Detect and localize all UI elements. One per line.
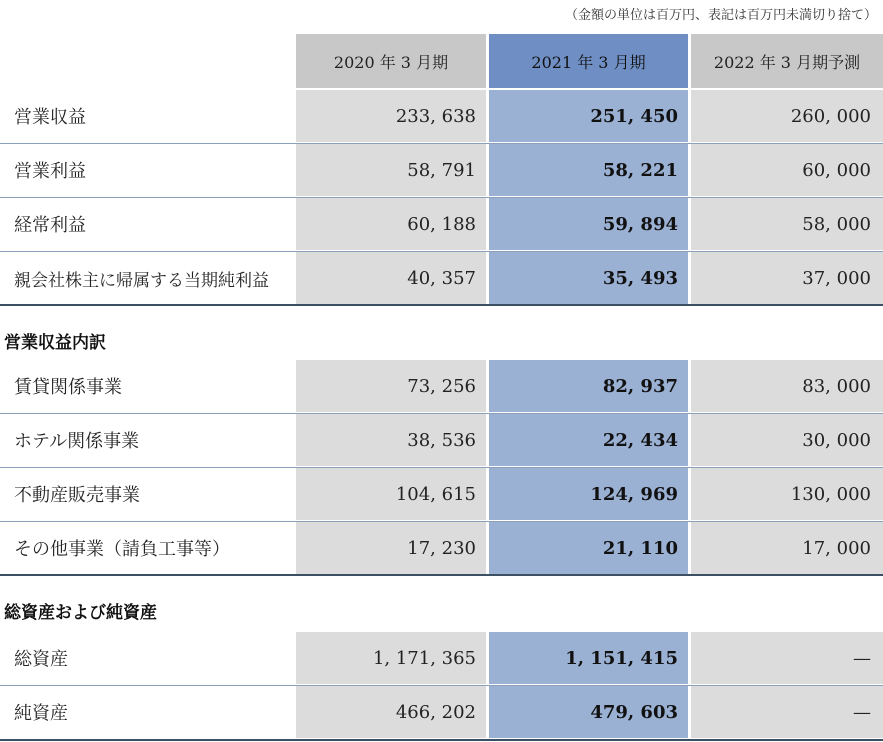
table-row — [0, 632, 883, 684]
value-fy2020: 38, 536 — [296, 414, 486, 466]
header-fy2020: 2020 年 3 月期 — [296, 34, 486, 88]
value-fy2022: — — [691, 686, 883, 738]
row-label: その他事業（請負工事等） — [14, 539, 230, 560]
table-header — [0, 34, 883, 88]
table-row — [0, 198, 883, 250]
value-fy2020: 1, 171, 365 — [296, 632, 486, 684]
table-row — [0, 522, 883, 574]
value-fy2022: 17, 000 — [691, 522, 883, 574]
row-label: 総資産 — [14, 649, 68, 670]
table-row — [0, 360, 883, 412]
row-label: 親会社株主に帰属する当期純利益 — [14, 270, 269, 291]
row-label: 不動産販売事業 — [14, 485, 140, 506]
row-label: 営業収益 — [14, 107, 86, 128]
row-label: 純資産 — [14, 703, 68, 724]
section-divider — [0, 304, 883, 306]
section-divider — [0, 574, 883, 576]
value-fy2020: 17, 230 — [296, 522, 486, 574]
value-fy2021: 22, 434 — [489, 414, 688, 466]
header-fy2021: 2021 年 3 月期 — [489, 34, 688, 88]
row-label: 賃貸関係事業 — [14, 377, 122, 398]
value-fy2022: 30, 000 — [691, 414, 883, 466]
value-fy2021: 479, 603 — [489, 686, 688, 738]
table-row — [0, 90, 883, 142]
value-fy2022: 130, 000 — [691, 468, 883, 520]
value-fy2021: 124, 969 — [489, 468, 688, 520]
value-fy2020: 60, 188 — [296, 198, 486, 250]
value-fy2020: 58, 791 — [296, 144, 486, 196]
value-fy2022: 37, 000 — [691, 252, 883, 304]
value-fy2021: 59, 894 — [489, 198, 688, 250]
unit-note: （金額の単位は百万円、表記は百万円未満切り捨て） — [564, 8, 877, 23]
value-fy2022: 260, 000 — [691, 90, 883, 142]
value-fy2021: 1, 151, 415 — [489, 632, 688, 684]
value-fy2020: 73, 256 — [296, 360, 486, 412]
value-fy2020: 40, 357 — [296, 252, 486, 304]
table-row — [0, 686, 883, 738]
value-fy2021: 21, 110 — [489, 522, 688, 574]
value-fy2021: 58, 221 — [489, 144, 688, 196]
section-title-assets: 総資産および純資産 — [4, 603, 157, 623]
section-title-revenue-breakdown: 営業収益内訳 — [4, 333, 106, 353]
row-label: ホテル関係事業 — [14, 431, 140, 452]
value-fy2022: — — [691, 632, 883, 684]
table-row — [0, 144, 883, 196]
header-fy2022-forecast: 2022 年 3 月期予測 — [691, 34, 883, 88]
value-fy2021: 35, 493 — [489, 252, 688, 304]
value-fy2021: 251, 450 — [489, 90, 688, 142]
table-row — [0, 468, 883, 520]
row-label: 経常利益 — [14, 215, 86, 236]
value-fy2020: 466, 202 — [296, 686, 486, 738]
value-fy2021: 82, 937 — [489, 360, 688, 412]
value-fy2022: 58, 000 — [691, 198, 883, 250]
value-fy2022: 83, 000 — [691, 360, 883, 412]
value-fy2020: 104, 615 — [296, 468, 486, 520]
row-label: 営業利益 — [14, 161, 86, 182]
table-row — [0, 414, 883, 466]
table-bottom-border — [0, 739, 883, 741]
table-row — [0, 252, 883, 304]
value-fy2022: 60, 000 — [691, 144, 883, 196]
value-fy2020: 233, 638 — [296, 90, 486, 142]
